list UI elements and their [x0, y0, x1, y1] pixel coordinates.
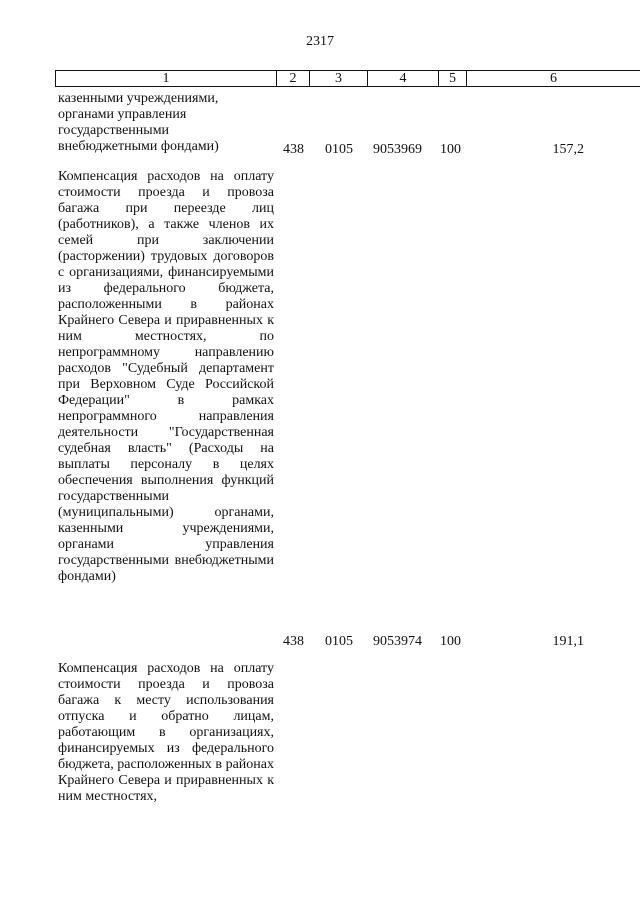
table-row-1-col5: 100	[440, 142, 461, 157]
table-row-2-col5: 100	[440, 634, 461, 649]
header-col-1: 1	[55, 70, 277, 87]
table-row-1-description: казенными учреждениями, органами управления государственными внебюджетными фондами)	[58, 91, 219, 154]
table-row-2-col6: 191,1	[552, 634, 584, 649]
table-row-3-description: Компенсация расходов на оплату стоимости проезда и провоза багажа к месту использования отпуска и обратно лицам, работающим в организациях, финансируемых из федерального бюджета, расположенных в районах Крайнего Севера и приравненных к ним местностях,	[58, 661, 274, 804]
table-row-2-col2: 438	[283, 634, 304, 649]
table-row-2-col4: 9053974	[373, 634, 422, 649]
table-row-1-col6: 157,2	[552, 142, 584, 157]
header-col-6: 6	[466, 70, 640, 87]
header-col-4: 4	[367, 70, 439, 87]
table-row-1-col2: 438	[283, 142, 304, 157]
header-col-5: 5	[438, 70, 467, 87]
page-number: 2317	[306, 34, 334, 49]
table-row-2-col3: 0105	[325, 634, 353, 649]
header-col-2: 2	[276, 70, 310, 87]
table-row-1-col3: 0105	[325, 142, 353, 157]
header-col-3: 3	[309, 70, 368, 87]
table-row-2-description: Компенсация расходов на оплату стоимости проезда и провоза багажа при переезде лиц (работников), а также членов их семей при заключении (расторжении) трудовых договоров с организациями, финансируемыми из федерального бюджета, расположенными в районах Крайнего Севера и приравненных к ним местностях, по непрограммному направлению расходов "Судебный департамент при Верховном Суде Российской Федерации" в рамках непрограммного направления деятельности "Государственная судебная власть" (Расходы на выплаты персоналу в целях обеспечения выполнения функций государственными (муниципальными) органами, казенными учреждениями, органами управления государственными внебюджетными фондами)	[58, 169, 274, 584]
table-row-1-col4: 9053969	[373, 142, 422, 157]
